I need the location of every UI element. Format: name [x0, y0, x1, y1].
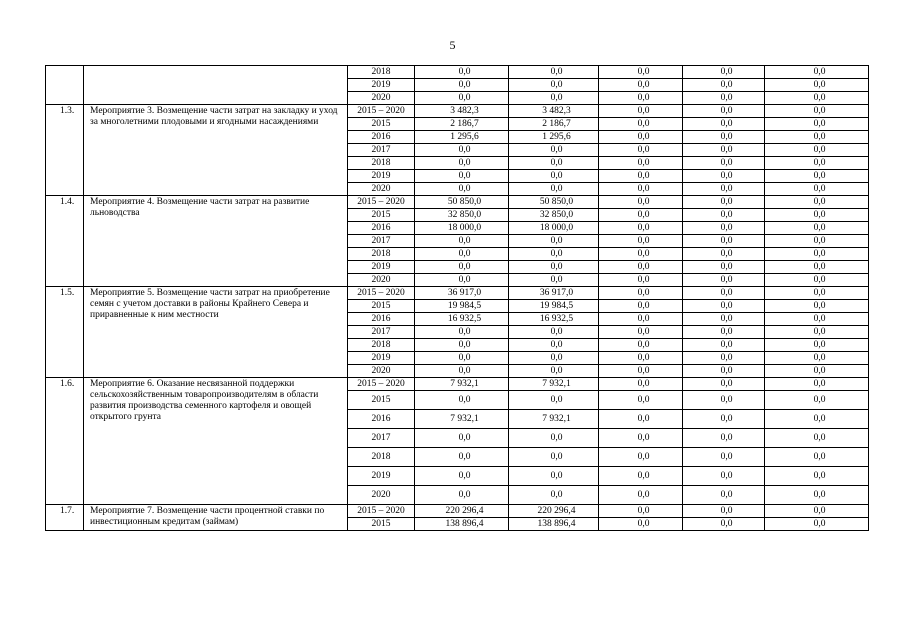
year-cell: 2018: [348, 448, 415, 467]
year-cell: 2018: [348, 248, 415, 261]
value-cell: 0,0: [683, 448, 765, 467]
value-cell: 0,0: [765, 92, 869, 105]
value-cell: 138 896,4: [509, 518, 599, 531]
table-row: [46, 378, 869, 391]
value-cell: 0,0: [765, 467, 869, 486]
year-cell: 2017: [348, 326, 415, 339]
table-row: [46, 287, 869, 300]
value-cell: 0,0: [765, 209, 869, 222]
year-cell: 2018: [348, 157, 415, 170]
year-cell: 2015: [348, 118, 415, 131]
value-cell: 0,0: [509, 391, 599, 410]
value-cell: 0,0: [509, 157, 599, 170]
year-cell: 2016: [348, 222, 415, 235]
year-cell: 2019: [348, 467, 415, 486]
value-cell: 0,0: [599, 287, 683, 300]
value-cell: 0,0: [415, 448, 509, 467]
value-cell: 0,0: [765, 378, 869, 391]
value-cell: 0,0: [599, 222, 683, 235]
value-cell: 0,0: [765, 66, 869, 79]
value-cell: 32 850,0: [509, 209, 599, 222]
value-cell: 0,0: [683, 429, 765, 448]
table-row: [46, 196, 869, 209]
value-cell: 0,0: [599, 326, 683, 339]
value-cell: 7 932,1: [509, 410, 599, 429]
value-cell: 0,0: [599, 183, 683, 196]
value-cell: 0,0: [415, 326, 509, 339]
value-cell: 0,0: [765, 429, 869, 448]
value-cell: 0,0: [599, 196, 683, 209]
value-cell: 7 932,1: [415, 378, 509, 391]
year-cell: 2020: [348, 365, 415, 378]
value-cell: 0,0: [599, 467, 683, 486]
value-cell: 0,0: [683, 467, 765, 486]
value-cell: 0,0: [683, 261, 765, 274]
measure-number: [46, 66, 84, 105]
value-cell: 0,0: [599, 313, 683, 326]
value-cell: 0,0: [683, 79, 765, 92]
value-cell: 0,0: [683, 287, 765, 300]
value-cell: 0,0: [765, 352, 869, 365]
value-cell: 0,0: [683, 518, 765, 531]
value-cell: 0,0: [765, 313, 869, 326]
value-cell: 0,0: [683, 105, 765, 118]
value-cell: 0,0: [683, 170, 765, 183]
page-number: 5: [449, 38, 456, 52]
value-cell: 0,0: [683, 365, 765, 378]
value-cell: 0,0: [683, 326, 765, 339]
value-cell: 0,0: [683, 274, 765, 287]
year-cell: 2019: [348, 261, 415, 274]
value-cell: 0,0: [599, 391, 683, 410]
value-cell: 0,0: [599, 235, 683, 248]
value-cell: 0,0: [415, 365, 509, 378]
value-cell: 0,0: [415, 339, 509, 352]
value-cell: 0,0: [415, 92, 509, 105]
value-cell: 0,0: [509, 170, 599, 183]
value-cell: 0,0: [765, 183, 869, 196]
value-cell: 0,0: [509, 486, 599, 505]
value-cell: 0,0: [683, 313, 765, 326]
measure-number: 1.4.: [46, 196, 84, 287]
value-cell: 0,0: [765, 391, 869, 410]
value-cell: 19 984,5: [509, 300, 599, 313]
value-cell: 0,0: [415, 170, 509, 183]
year-cell: 2020: [348, 486, 415, 505]
value-cell: 0,0: [599, 131, 683, 144]
value-cell: 0,0: [415, 486, 509, 505]
value-cell: 50 850,0: [415, 196, 509, 209]
value-cell: 0,0: [765, 105, 869, 118]
value-cell: 0,0: [509, 467, 599, 486]
value-cell: 7 932,1: [415, 410, 509, 429]
measure-name: Мероприятие 4. Возмещение части затрат на развитие льноводства: [84, 196, 348, 287]
year-cell: 2017: [348, 429, 415, 448]
year-cell: 2016: [348, 131, 415, 144]
value-cell: 0,0: [765, 235, 869, 248]
year-cell: 2016: [348, 313, 415, 326]
value-cell: 0,0: [509, 79, 599, 92]
value-cell: 0,0: [509, 339, 599, 352]
year-cell: 2019: [348, 79, 415, 92]
value-cell: 0,0: [599, 209, 683, 222]
measure-name: Мероприятие 6. Оказание несвязанной поддержки сельскохозяйственным товаропроизводителям в области развития производства семенного картофеля и овощей открытого грунта: [84, 378, 348, 505]
value-cell: 0,0: [765, 144, 869, 157]
value-cell: 0,0: [509, 429, 599, 448]
value-cell: 0,0: [683, 391, 765, 410]
year-cell: 2018: [348, 66, 415, 79]
value-cell: 7 932,1: [509, 378, 599, 391]
year-cell: 2020: [348, 183, 415, 196]
value-cell: 0,0: [599, 486, 683, 505]
year-cell: 2017: [348, 235, 415, 248]
table-row: [46, 105, 869, 118]
value-cell: 0,0: [765, 410, 869, 429]
year-cell: 2016: [348, 410, 415, 429]
value-cell: 0,0: [765, 486, 869, 505]
year-cell: 2015: [348, 209, 415, 222]
measure-name: [84, 66, 348, 105]
value-cell: 0,0: [765, 339, 869, 352]
value-cell: 0,0: [509, 183, 599, 196]
value-cell: 0,0: [509, 448, 599, 467]
value-cell: 36 917,0: [415, 287, 509, 300]
value-cell: 36 917,0: [509, 287, 599, 300]
value-cell: 3 482,3: [415, 105, 509, 118]
value-cell: 0,0: [765, 196, 869, 209]
year-cell: 2020: [348, 274, 415, 287]
value-cell: 0,0: [415, 79, 509, 92]
value-cell: 0,0: [683, 339, 765, 352]
value-cell: 220 296,4: [415, 505, 509, 518]
value-cell: 0,0: [509, 66, 599, 79]
value-cell: 0,0: [765, 222, 869, 235]
value-cell: 0,0: [683, 486, 765, 505]
value-cell: 2 186,7: [415, 118, 509, 131]
value-cell: 16 932,5: [415, 313, 509, 326]
value-cell: 0,0: [509, 248, 599, 261]
value-cell: 0,0: [683, 300, 765, 313]
budget-table: [45, 65, 869, 531]
value-cell: 0,0: [765, 448, 869, 467]
value-cell: 0,0: [599, 300, 683, 313]
value-cell: 0,0: [509, 274, 599, 287]
value-cell: 0,0: [683, 144, 765, 157]
value-cell: 0,0: [683, 378, 765, 391]
value-cell: 0,0: [415, 429, 509, 448]
value-cell: 0,0: [765, 300, 869, 313]
value-cell: 0,0: [599, 170, 683, 183]
value-cell: 220 296,4: [509, 505, 599, 518]
value-cell: 0,0: [415, 66, 509, 79]
table-body: [46, 66, 869, 531]
value-cell: 0,0: [765, 261, 869, 274]
value-cell: 0,0: [683, 222, 765, 235]
year-cell: 2019: [348, 352, 415, 365]
value-cell: 0,0: [683, 235, 765, 248]
value-cell: 0,0: [415, 157, 509, 170]
value-cell: 0,0: [599, 410, 683, 429]
year-cell: 2015 – 2020: [348, 287, 415, 300]
value-cell: 0,0: [683, 157, 765, 170]
year-cell: 2015 – 2020: [348, 378, 415, 391]
measure-name: Мероприятие 3. Возмещение части затрат на закладку и уход за многолетними плодовыми и ягодными насаждениями: [84, 105, 348, 196]
value-cell: 1 295,6: [509, 131, 599, 144]
measure-number: 1.3.: [46, 105, 84, 196]
value-cell: 0,0: [509, 92, 599, 105]
value-cell: 50 850,0: [509, 196, 599, 209]
value-cell: 0,0: [599, 248, 683, 261]
value-cell: 18 000,0: [415, 222, 509, 235]
value-cell: 0,0: [683, 66, 765, 79]
value-cell: 0,0: [415, 235, 509, 248]
value-cell: 0,0: [599, 274, 683, 287]
value-cell: 0,0: [599, 157, 683, 170]
year-cell: 2015: [348, 518, 415, 531]
value-cell: 0,0: [765, 170, 869, 183]
value-cell: 0,0: [599, 429, 683, 448]
value-cell: 0,0: [683, 352, 765, 365]
value-cell: 0,0: [599, 144, 683, 157]
value-cell: 0,0: [683, 92, 765, 105]
value-cell: 0,0: [599, 378, 683, 391]
year-cell: 2019: [348, 170, 415, 183]
value-cell: 0,0: [765, 518, 869, 531]
value-cell: 0,0: [599, 518, 683, 531]
value-cell: 0,0: [415, 144, 509, 157]
value-cell: 0,0: [765, 274, 869, 287]
value-cell: 0,0: [599, 118, 683, 131]
value-cell: 0,0: [599, 92, 683, 105]
year-cell: 2015 – 2020: [348, 196, 415, 209]
value-cell: 1 295,6: [415, 131, 509, 144]
value-cell: 0,0: [683, 118, 765, 131]
value-cell: 0,0: [415, 248, 509, 261]
value-cell: 0,0: [765, 365, 869, 378]
value-cell: 0,0: [415, 391, 509, 410]
table-row: [46, 66, 869, 79]
value-cell: 0,0: [415, 352, 509, 365]
value-cell: 0,0: [415, 467, 509, 486]
value-cell: 0,0: [599, 66, 683, 79]
value-cell: 0,0: [683, 183, 765, 196]
value-cell: 138 896,4: [415, 518, 509, 531]
value-cell: 19 984,5: [415, 300, 509, 313]
value-cell: 0,0: [509, 326, 599, 339]
year-cell: 2015 – 2020: [348, 505, 415, 518]
value-cell: 0,0: [509, 352, 599, 365]
table-row: [46, 505, 869, 518]
value-cell: 0,0: [509, 261, 599, 274]
value-cell: 0,0: [765, 287, 869, 300]
year-cell: 2017: [348, 144, 415, 157]
value-cell: 0,0: [599, 352, 683, 365]
value-cell: 0,0: [765, 505, 869, 518]
value-cell: 2 186,7: [509, 118, 599, 131]
value-cell: 0,0: [415, 183, 509, 196]
value-cell: 0,0: [683, 196, 765, 209]
value-cell: 0,0: [415, 274, 509, 287]
value-cell: 0,0: [509, 235, 599, 248]
value-cell: 0,0: [599, 448, 683, 467]
value-cell: 0,0: [765, 248, 869, 261]
value-cell: 0,0: [765, 118, 869, 131]
value-cell: 0,0: [765, 131, 869, 144]
value-cell: 0,0: [765, 157, 869, 170]
value-cell: 0,0: [765, 79, 869, 92]
value-cell: 0,0: [683, 248, 765, 261]
value-cell: 0,0: [599, 261, 683, 274]
measure-name: Мероприятие 5. Возмещение части затрат на приобретение семян с учетом доставки в районы Крайнего Севера и приравненные к ним местности: [84, 287, 348, 378]
value-cell: 0,0: [683, 209, 765, 222]
value-cell: 0,0: [765, 326, 869, 339]
value-cell: 32 850,0: [415, 209, 509, 222]
value-cell: 16 932,5: [509, 313, 599, 326]
value-cell: 0,0: [599, 505, 683, 518]
year-cell: 2015 – 2020: [348, 105, 415, 118]
year-cell: 2015: [348, 391, 415, 410]
year-cell: 2018: [348, 339, 415, 352]
value-cell: 0,0: [599, 365, 683, 378]
year-cell: 2020: [348, 92, 415, 105]
measure-number: 1.5.: [46, 287, 84, 378]
value-cell: 3 482,3: [509, 105, 599, 118]
measure-number: 1.6.: [46, 378, 84, 505]
value-cell: 0,0: [599, 339, 683, 352]
measure-number: 1.7.: [46, 505, 84, 531]
value-cell: 0,0: [683, 410, 765, 429]
value-cell: 18 000,0: [509, 222, 599, 235]
measure-name: Мероприятие 7. Возмещение части процентной ставки по инвестиционным кредитам (займам): [84, 505, 348, 531]
value-cell: 0,0: [599, 79, 683, 92]
year-cell: 2015: [348, 300, 415, 313]
value-cell: 0,0: [683, 131, 765, 144]
value-cell: 0,0: [683, 505, 765, 518]
value-cell: 0,0: [509, 144, 599, 157]
value-cell: 0,0: [509, 365, 599, 378]
value-cell: 0,0: [599, 105, 683, 118]
value-cell: 0,0: [415, 261, 509, 274]
